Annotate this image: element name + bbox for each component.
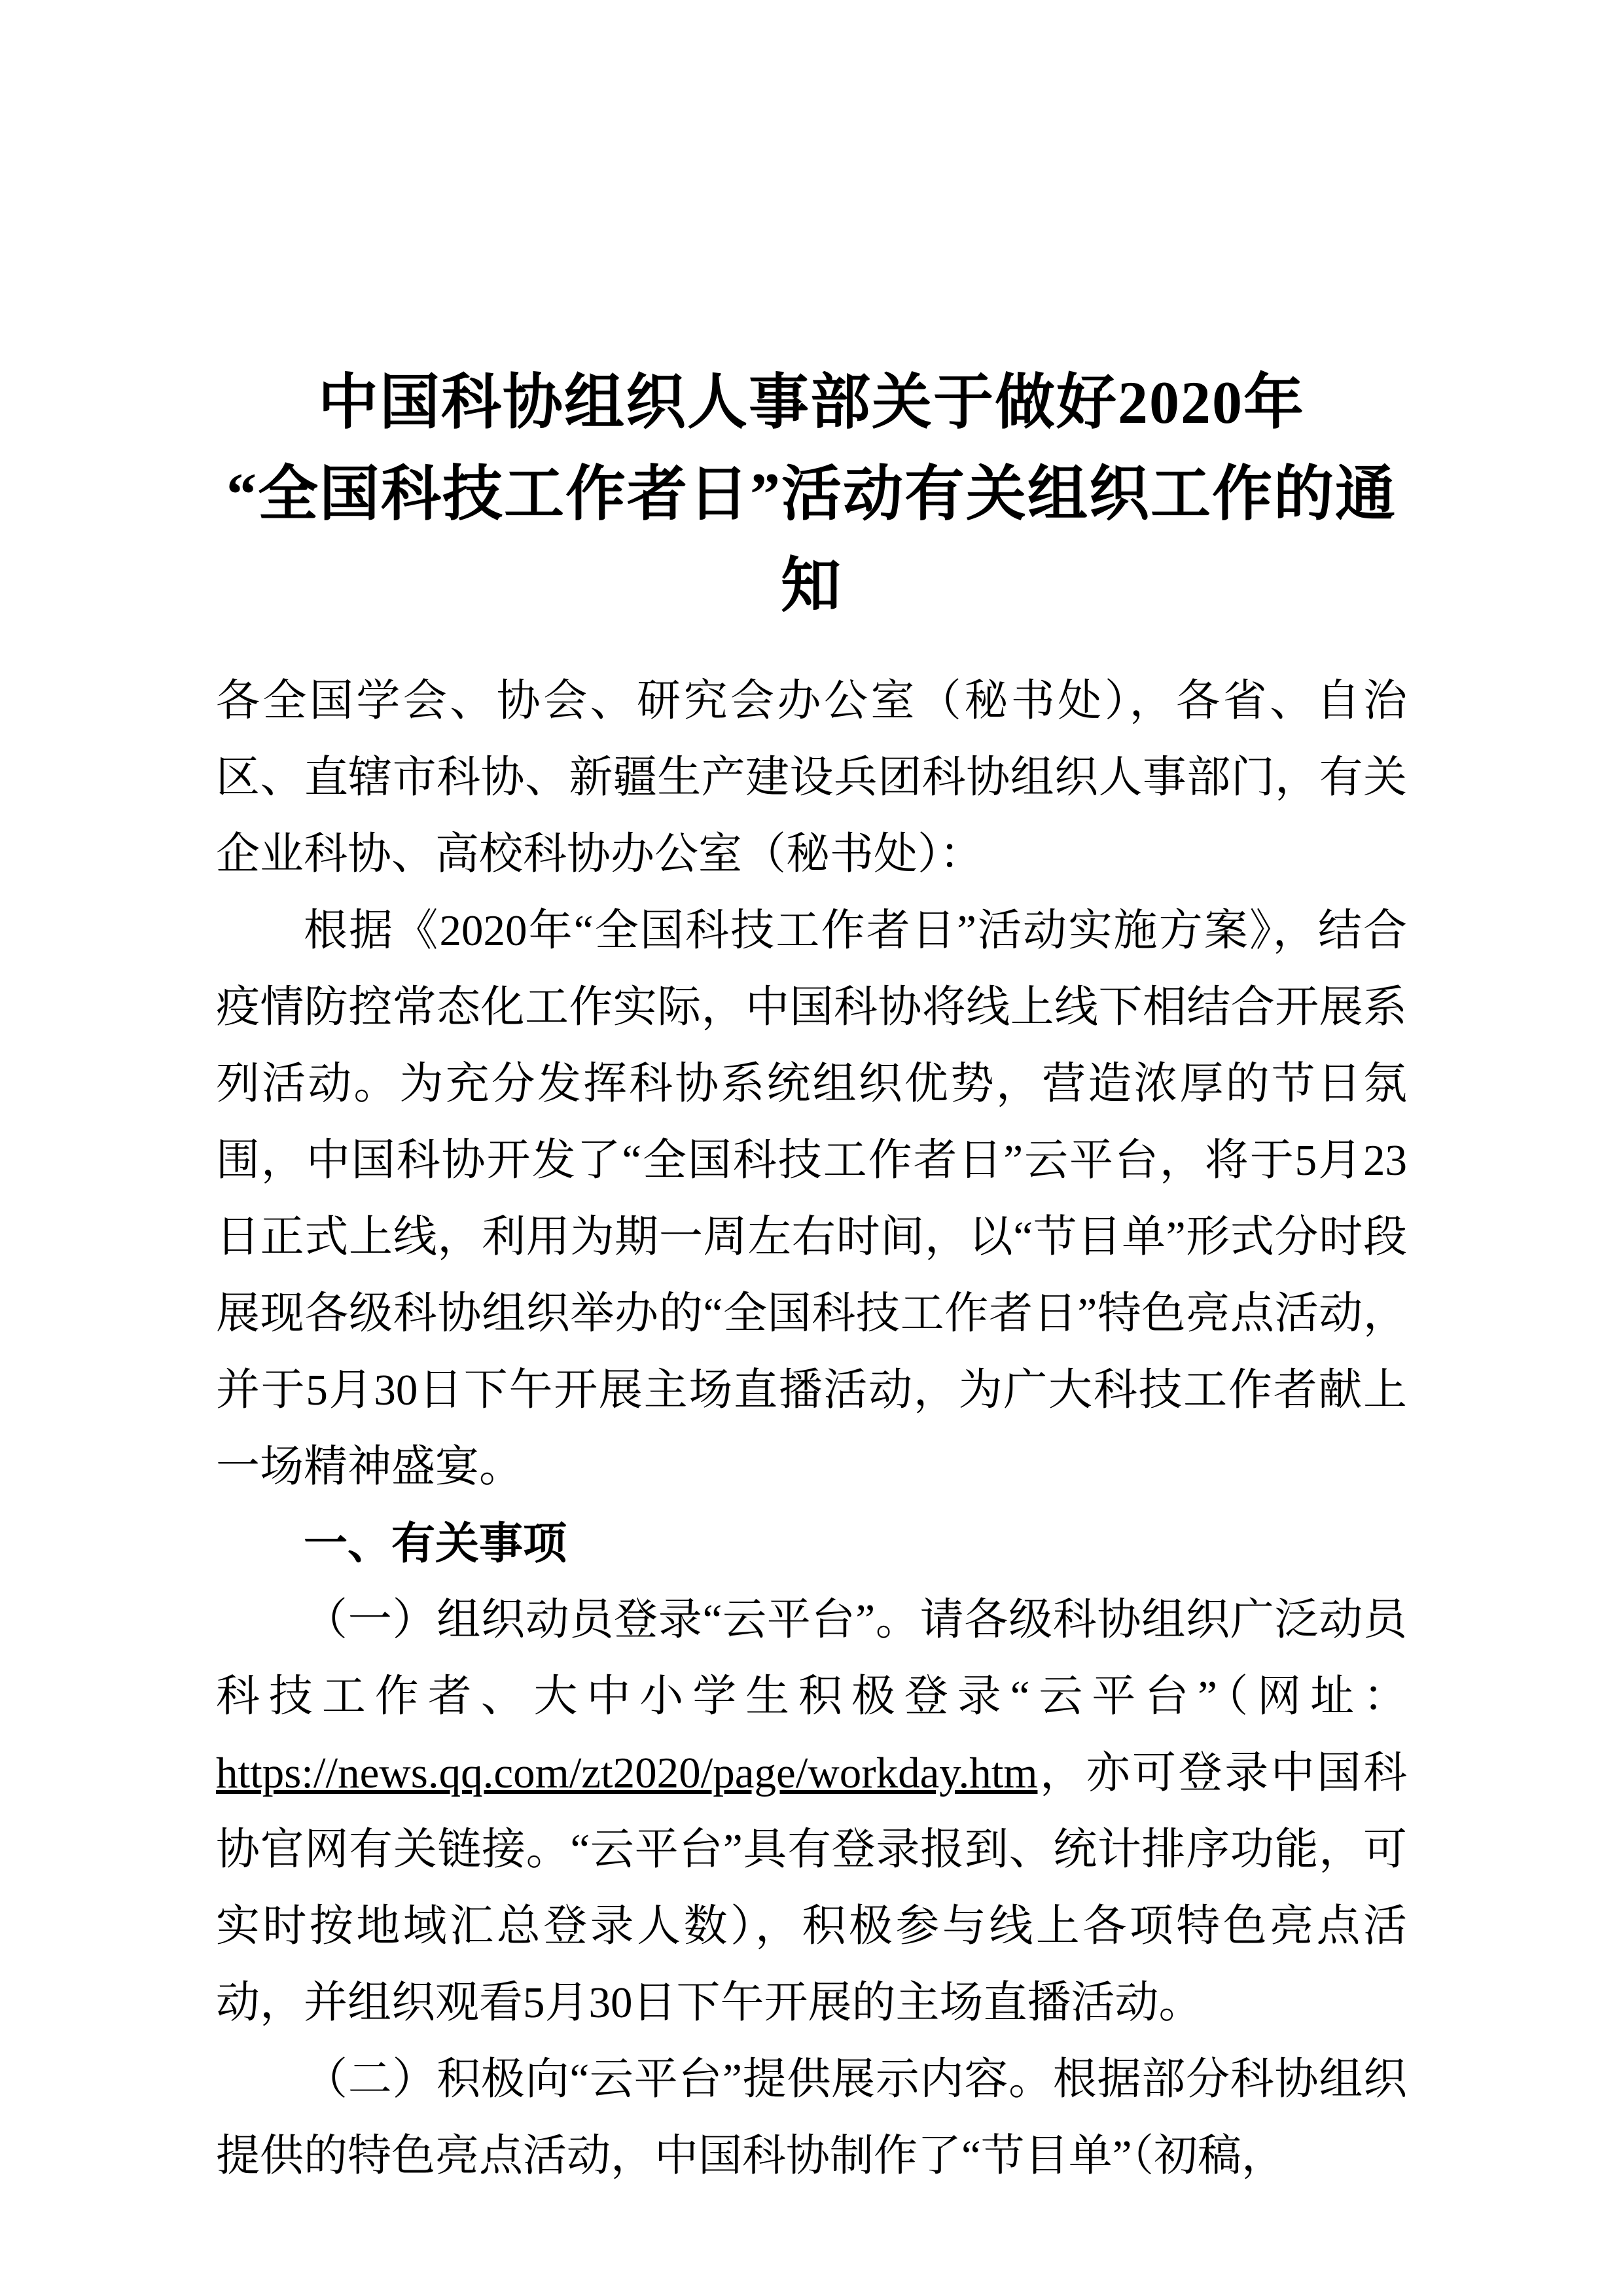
document-content bbox=[216, 357, 1407, 2195]
item-1-text-before-url: （一）组织动员登录“云平台”。请各级科协组织广泛动员科技工作者、大中小学生积极登录“云平台”（网址： bbox=[216, 1596, 1407, 1721]
item-1-paragraph bbox=[216, 1582, 1407, 2041]
item-2-paragraph bbox=[216, 2041, 1407, 2195]
intro-text: 根据《2020年“全国科技工作者日”活动实施方案》，结合疫情防控常态化工作实际，中国科协将线上线下相结合开展系列活动。为充分发挥科协系统组织优势，营造浓厚的节日氛围，中国科协开发了“全国科技工作者日”云平台，将于5月23日正式上线，利用为期一周左右时间，以“节目单”形式分时段展现各级科协组织举办的“全国科技工作者日”特色亮点活动，并于5月30日下午开展主场直播活动，为广大科技工作者献上一场精神盛宴。 bbox=[216, 906, 1407, 1491]
salutation-text: 各全国学会、协会、研究会办公室（秘书处），各省、自治区、直辖市科协、新疆生产建设兵团科协组织人事部门，有关企业科协、高校科协办公室（秘书处）： bbox=[216, 677, 1407, 878]
section-heading-1-text: 一、有关事项 bbox=[304, 1519, 567, 1568]
section-heading-1 bbox=[216, 1505, 1407, 1582]
document-title bbox=[216, 357, 1407, 632]
document-title-line-1: 中国科协组织人事部关于做好2020年 bbox=[317, 369, 1305, 436]
item-1-text-after-url: ，亦可登录中国科协官网有关链接。“云平台”具有登录报到、统计排序功能，可实时按地域汇总登录人数），积极参与线上各项特色亮点活动，并组织观看5月30日下午开展的主场直播活动。 bbox=[216, 1749, 1407, 2027]
intro-paragraph bbox=[216, 893, 1407, 1505]
document-body bbox=[216, 663, 1407, 2195]
item-2-text: （二）积极向“云平台”提供展示内容。根据部分科协组织提供的特色亮点活动，中国科协制作了“节目单”（初稿， bbox=[216, 2055, 1407, 2180]
salutation-paragraph bbox=[216, 663, 1407, 893]
cloud-platform-url[interactable]: https://news.qq.com/zt2020/page/workday.htm bbox=[216, 1749, 1038, 1797]
document-title-line-2: “全国科技工作者日”活动有关组织工作的通知 bbox=[226, 461, 1397, 619]
